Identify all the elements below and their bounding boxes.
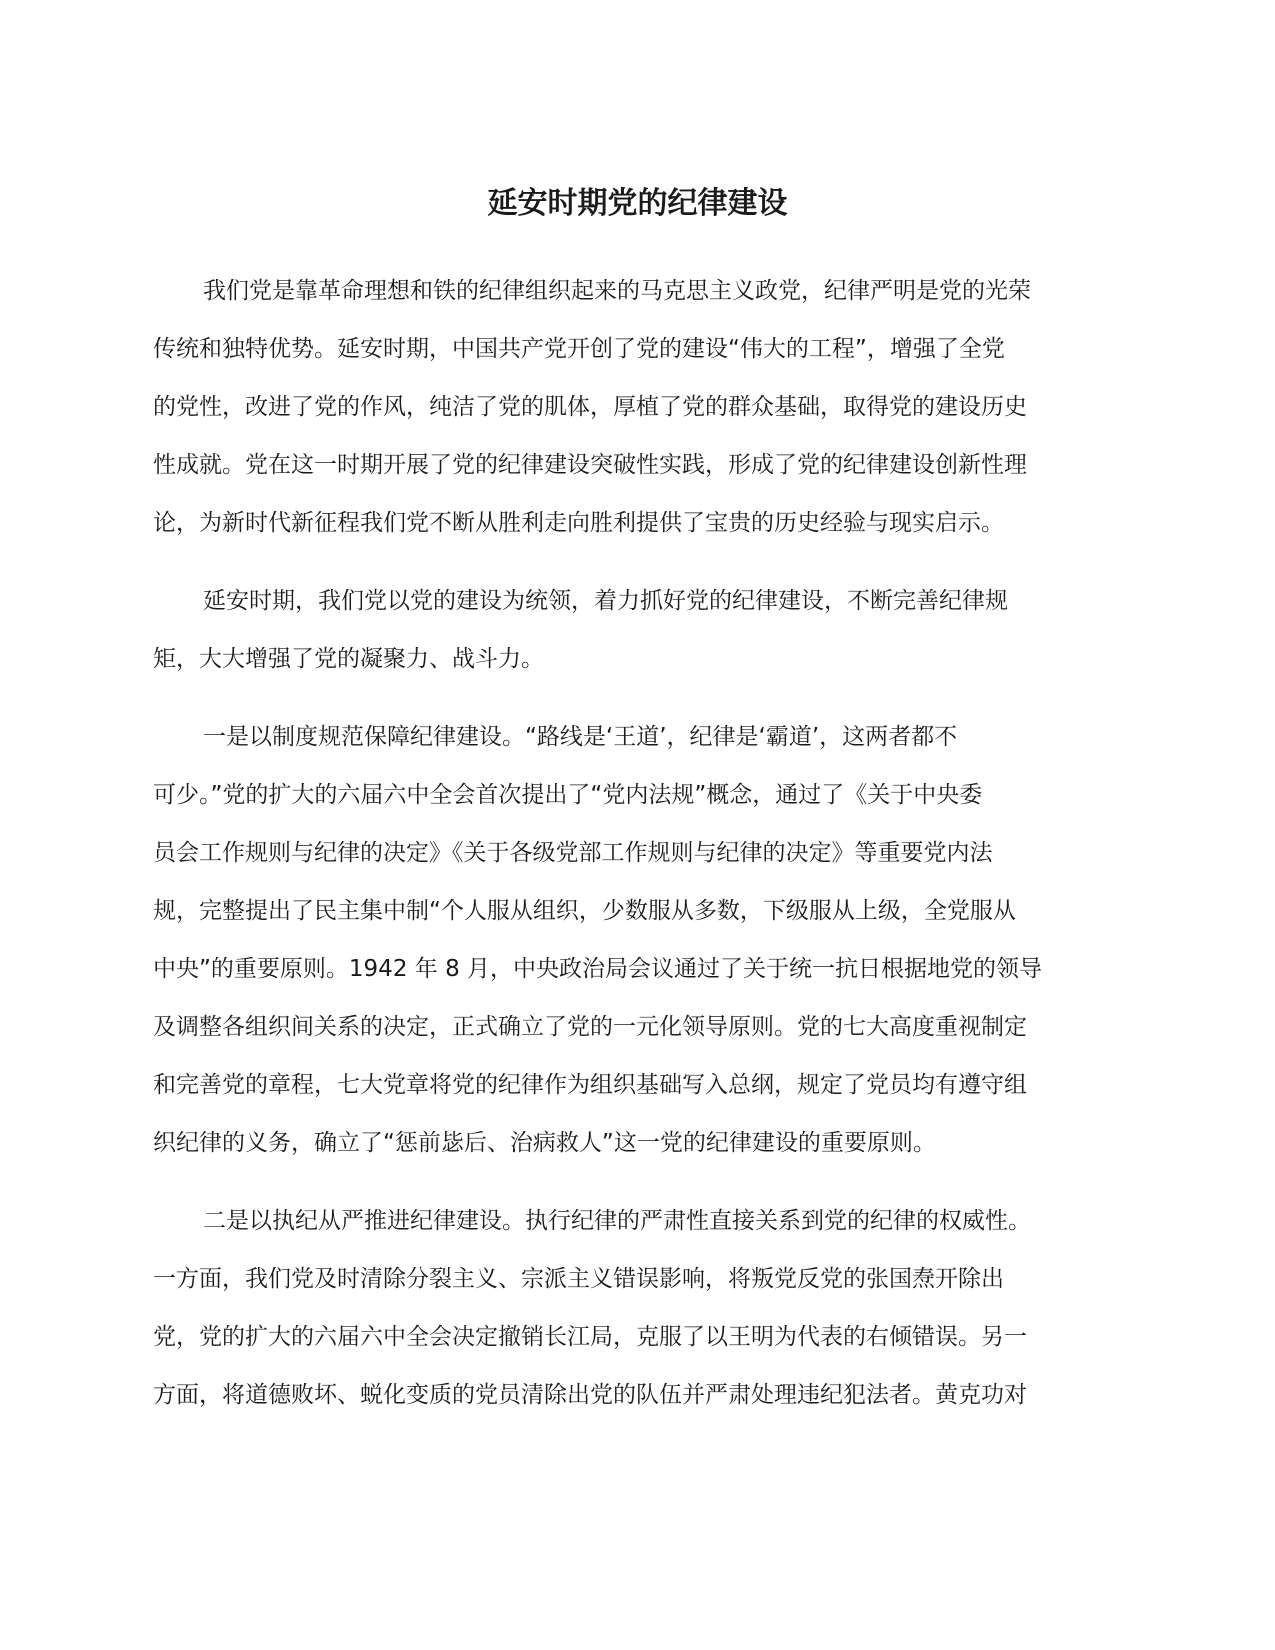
document-body: [153, 262, 1113, 1444]
text-line: 规，完整提出了民主集中制“个人服从组织，少数服从多数，下级服从上级，全党服从: [153, 898, 1016, 924]
text-line: 织纪律的义务，确立了“惩前毖后、治病救人”这一党的纪律建设的重要原则。: [153, 1130, 936, 1156]
paragraph-strict-enforcement: [153, 1192, 1113, 1424]
text-line: 的党性，改进了党的作风，纯洁了党的肌体，厚植了党的群众基础，取得党的建设历史: [153, 394, 1027, 420]
document-title: 延安时期党的纪律建设: [487, 186, 788, 221]
text-line: 一是以制度规范保障纪律建设。“路线是‘王道’，纪律是‘霸道’，这两者都不: [203, 724, 958, 750]
text-line: 一方面，我们党及时清除分裂主义、宗派主义错误影响，将叛党反党的张国焘开除出: [153, 1266, 1004, 1292]
text-line: 及调整各组织间关系的决定，正式确立了党的一元化领导原则。党的七大高度重视制定: [153, 1014, 1027, 1040]
paragraph-intro: [153, 262, 1113, 552]
text-line: 可少。”党的扩大的六届六中全会首次提出了“党内法规”概念，通过了《关于中央委: [153, 782, 983, 808]
text-line: 我们党是靠革命理想和铁的纪律组织起来的马克思主义政党，纪律严明是党的光荣: [203, 278, 1031, 304]
text-line: 方面，将道德败坏、蜕化变质的党员清除出党的队伍并严肃处理违纪犯法者。黄克功对: [153, 1382, 1027, 1408]
text-line: 员会工作规则与纪律的决定》《关于各级党部工作规则与纪律的决定》等重要党内法: [153, 840, 993, 866]
text-line: 性成就。党在这一时期开展了党的纪律建设突破性实践，形成了党的纪律建设创新性理: [153, 452, 1027, 478]
text-line: 矩，大大增强了党的凝聚力、战斗力。: [153, 646, 544, 672]
text-line: 传统和独特优势。延安时期，中国共产党开创了党的建设“伟大的工程”，增强了全党: [153, 336, 1005, 362]
text-line: 和完善党的章程，七大党章将党的纪律作为组织基础写入总纲，规定了党员均有遵守组: [153, 1072, 1027, 1098]
text-line: 延安时期，我们党以党的建设为统领，着力抓好党的纪律建设，不断完善纪律规: [203, 588, 1008, 614]
text-line: 中央”的重要原则。1942 年 8 月，中央政治局会议通过了关于统一抗日根据地党的领导: [153, 956, 1043, 982]
text-line: 论，为新时代新征程我们党不断从胜利走向胜利提供了宝贵的历史经验与现实启示。: [153, 510, 1004, 536]
text-line: 二是以执纪从严推进纪律建设。执行纪律的严肃性直接关系到党的纪律的权威性。: [203, 1208, 1031, 1234]
paragraph-summary: [153, 572, 1113, 688]
text-line: 党，党的扩大的六届六中全会决定撤销长江局，克服了以王明为代表的右倾错误。另一: [153, 1324, 1027, 1350]
paragraph-institutional-rules: [153, 708, 1113, 1172]
